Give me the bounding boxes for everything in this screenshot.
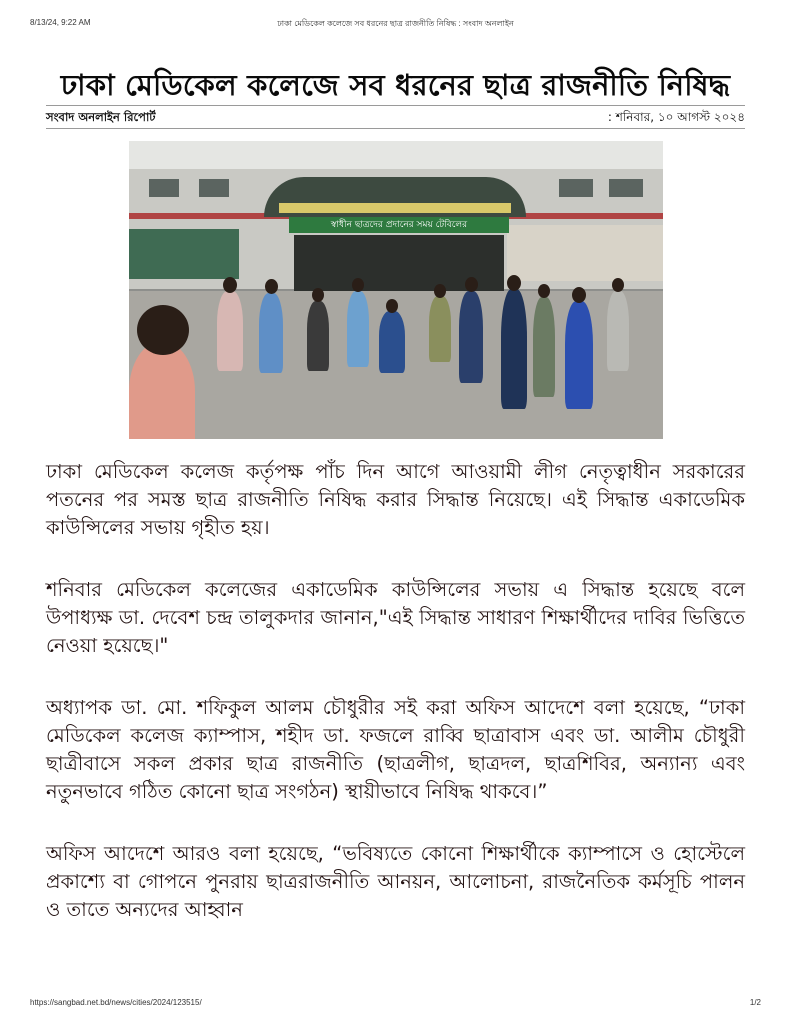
print-doc-title: ঢাকা মেডিকেল কলেজে সব ধরনের ছাত্র রাজনীতি নিষিদ্ধ : সংবাদ অনলাইন xyxy=(277,19,514,28)
photo-person-head xyxy=(223,277,237,293)
article-paragraph: অফিস আদেশে আরও বলা হয়েছে, “ভবিষ্যতে কোনো শিক্ষার্থীকে ক্যাম্পাসে ও হোস্টেলে প্রকাশ্যে বা গোপনে পুনরায় ছাত্ররাজনীতি আনয়ন, আলোচনা, রাজনৈতিক কর্মসূচি পালন ও তাতে অন্যদের আহ্বান xyxy=(46,842,745,921)
photo-person-head xyxy=(507,275,521,291)
photo-person-head xyxy=(265,279,278,294)
print-footer xyxy=(30,998,761,1010)
article-paragraph: অধ্যাপক ডা. মো. শফিকুল আলম চৌধুরীর সই করা অফিস আদেশে বলা হয়েছে, “ঢাকা মেডিকেল কলেজ ক্যাম্পাস, শহীদ ডা. ফজলে রাব্বি ছাত্রাবাস এবং ডা. আলীম চৌধুরী ছাত্রীবাসে সকল প্রকার ছাত্র রাজনীতি (ছাত্রলীগ, ছাত্রদল, ছাত্রশিবির, অন্যান্য এবং নতুনভাবে গঠিত কোনো ছাত্র সংগঠন) স্থায়ীভাবে নিষিদ্ধ থাকবে।” xyxy=(46,696,745,803)
photo-person xyxy=(217,291,243,371)
dateline: : শনিবার, ১০ আগস্ট ২০২৪ xyxy=(607,110,745,124)
photo-entrance-sign: স্বাধীন ছাত্রদের প্রদানের সময় টেবিলের xyxy=(289,217,509,233)
article-photo xyxy=(129,141,663,439)
page-indicator: 1/2 xyxy=(749,998,761,1007)
photo-person xyxy=(459,291,483,383)
photo-window xyxy=(199,179,229,197)
article-paragraph: ঢাকা মেডিকেল কলেজ কর্তৃপক্ষ পাঁচ দিন আগে আওয়ামী লীগ নেতৃত্বাধীন সরকারের পতনের পর সমস্ত ছাত্র রাজনীতি নিষিদ্ধ করার সিদ্ধান্ত নিয়েছে। এই সিদ্ধান্ত একাডেমিক কাউন্সিলের সভায় গৃহীত হয়। xyxy=(46,460,745,539)
photo-person xyxy=(379,311,405,373)
photo-person-head xyxy=(572,287,586,303)
divider-top xyxy=(46,105,745,106)
photo-person-head xyxy=(538,284,550,298)
photo-person-head xyxy=(612,278,624,292)
photo-canopy-strip xyxy=(279,203,511,213)
print-url[interactable]: https://sangbad.net.bd/news/cities/2024/123515/ xyxy=(30,998,202,1007)
photo-window xyxy=(149,179,179,197)
photo-person-head xyxy=(465,277,478,292)
article-body xyxy=(46,458,745,958)
print-header xyxy=(30,18,761,32)
photo-window xyxy=(559,179,593,197)
photo-person-head xyxy=(386,299,398,313)
photo-person-head xyxy=(434,284,446,298)
photo-person xyxy=(565,301,593,409)
photo-person xyxy=(533,297,555,397)
photo-person-head xyxy=(352,278,364,292)
photo-window xyxy=(609,179,643,197)
photo-person xyxy=(347,291,369,367)
photo-person xyxy=(501,289,527,409)
article-headline: ঢাকা মেডিকেল কলেজে সব ধরনের ছাত্র রাজনীতি নিষিদ্ধ xyxy=(60,68,731,103)
photo-right-wall xyxy=(507,225,663,281)
photo-person xyxy=(607,291,629,371)
photo-person-head xyxy=(312,288,324,302)
photo-green-panel xyxy=(129,229,239,279)
photo-foreground-head xyxy=(137,305,189,355)
print-datetime: 8/13/24, 9:22 AM xyxy=(30,18,91,27)
byline: সংবাদ অনলাইন রিপোর্ট xyxy=(46,110,156,124)
photo-foreground-person xyxy=(129,341,195,439)
photo-person xyxy=(307,301,329,371)
photo-person xyxy=(259,293,283,373)
divider-bottom xyxy=(46,128,745,129)
article-paragraph: শনিবার মেডিকেল কলেজের একাডেমিক কাউন্সিলের সভায় এ সিদ্ধান্ত হয়েছে বলে উপাধ্যক্ষ ডা. দেবেশ চন্দ্র তালুকদার জানান,"এই সিদ্ধান্ত সাধারণ শিক্ষার্থীদের দাবির ভিত্তিতে নেওয়া হয়েছে।" xyxy=(46,578,745,657)
photo-person xyxy=(429,296,451,362)
